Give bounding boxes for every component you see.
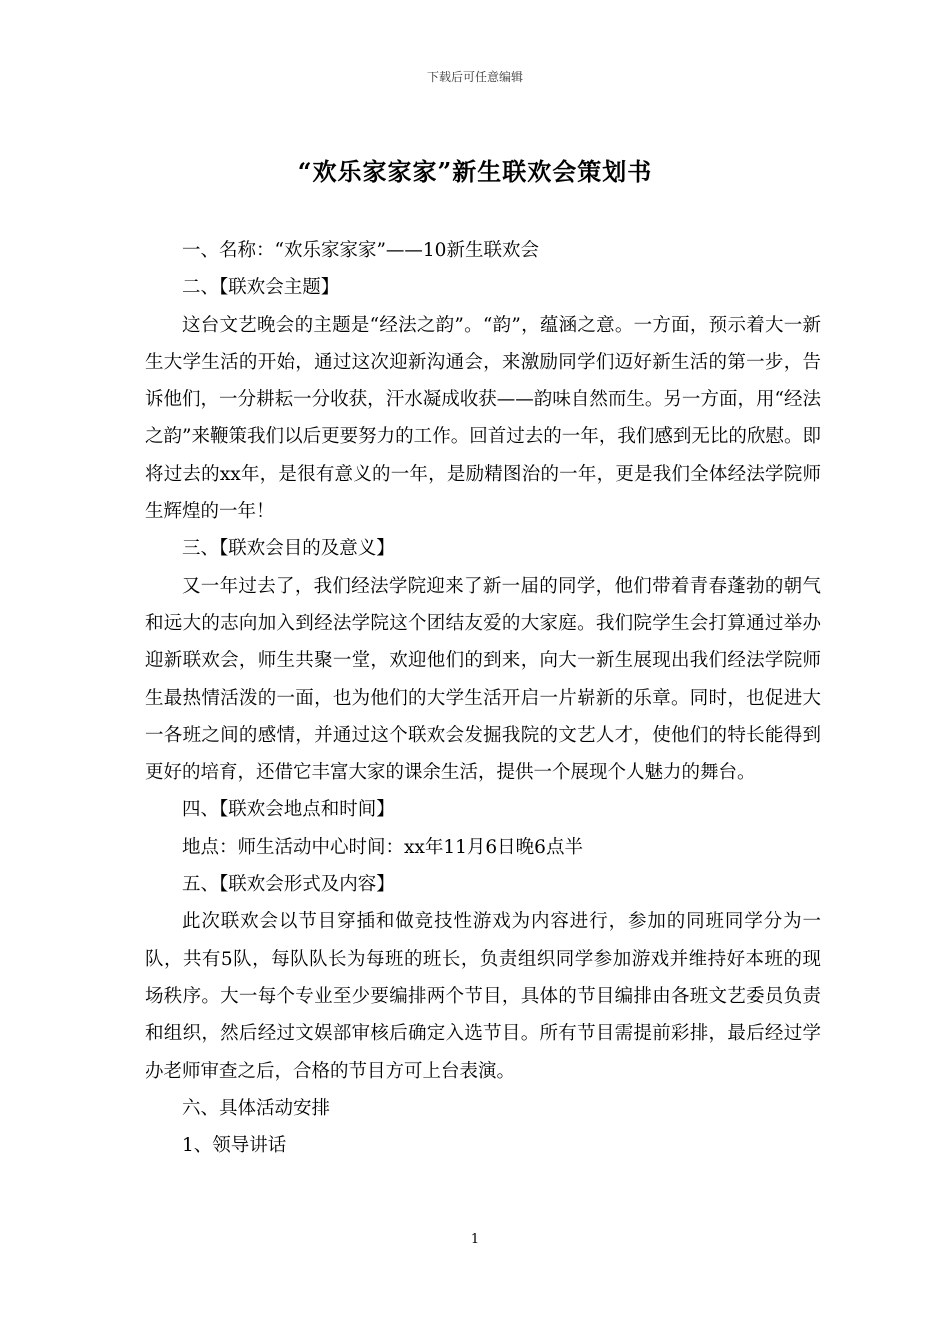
section-heading-location-time: 四、【联欢会地点和时间】: [182, 799, 395, 821]
paragraph-location-time: 地点：师生活动中心时间：xx年11月6日晚6点半: [182, 836, 583, 858]
document-body: [145, 232, 821, 1164]
page-number: 1: [470, 1232, 480, 1247]
schedule-item-1: 1、领导讲话: [182, 1135, 287, 1157]
section-heading-purpose: 三、【联欢会目的及意义】: [182, 538, 395, 560]
paragraph-format: 此次联欢会以节目穿插和做竞技性游戏为内容进行，参加的同班同学分为一队，共有5队，每队队长为每班的班长，负责组织同学参加游戏并维持好本班的现场秩序。大一每个专业至少要编排两个节目，具体的节目编排由各班文艺委员负责和组织，然后经过文娱部审核后确定入选节目。所有节目需提前彩排，最后经过学办老师审查之后，合格的节目方可上台表演。: [145, 911, 821, 1082]
document-title: “欢乐家家家”新生联欢会策划书: [297, 157, 653, 186]
paragraph-purpose: 又一年过去了，我们经法学院迎来了新一届的同学，他们带着青春蓬勃的朝气和远大的志向加入到经法学院这个团结友爱的大家庭。我们院学生会打算通过举办迎新联欢会，师生共聚一堂，欢迎他们的到来，向大一新生展现出我们经法学院师生最热情活泼的一面，也为他们的大学生活开启一片崭新的乐章。同时，也促进大一各班之间的感情，并通过这个联欢会发掘我院的文艺人才，使他们的特长能得到更好的培育，还借它丰富大家的课余生活，提供一个展现个人魅力的舞台。: [145, 575, 821, 784]
section-heading-theme: 二、【联欢会主题】: [182, 277, 340, 299]
paragraph-theme: 这台文艺晚会的主题是“经法之韵”。“韵”，蕴涵之意。一方面，预示着大一新生大学生活的开始，通过这次迎新沟通会，来激励同学们迈好新生活的第一步，告诉他们，一分耕耘一分收获，汗水凝成收获——韵味自然而生。另一方面，用“经法之韵”来鞭策我们以后更要努力的工作。回首过去的一年，我们感到无比的欣慰。即将过去的xx年，是很有意义的一年，是励精图治的一年，更是我们全体经法学院师生辉煌的一年！: [145, 314, 821, 523]
section-name-line: 一、名称：“欢乐家家家”——10新生联欢会: [182, 240, 539, 261]
section-heading-schedule: 六、具体活动安排: [182, 1097, 331, 1119]
page-header-note: 下载后可任意编辑: [426, 70, 523, 84]
section-heading-format: 五、【联欢会形式及内容】: [182, 874, 395, 896]
